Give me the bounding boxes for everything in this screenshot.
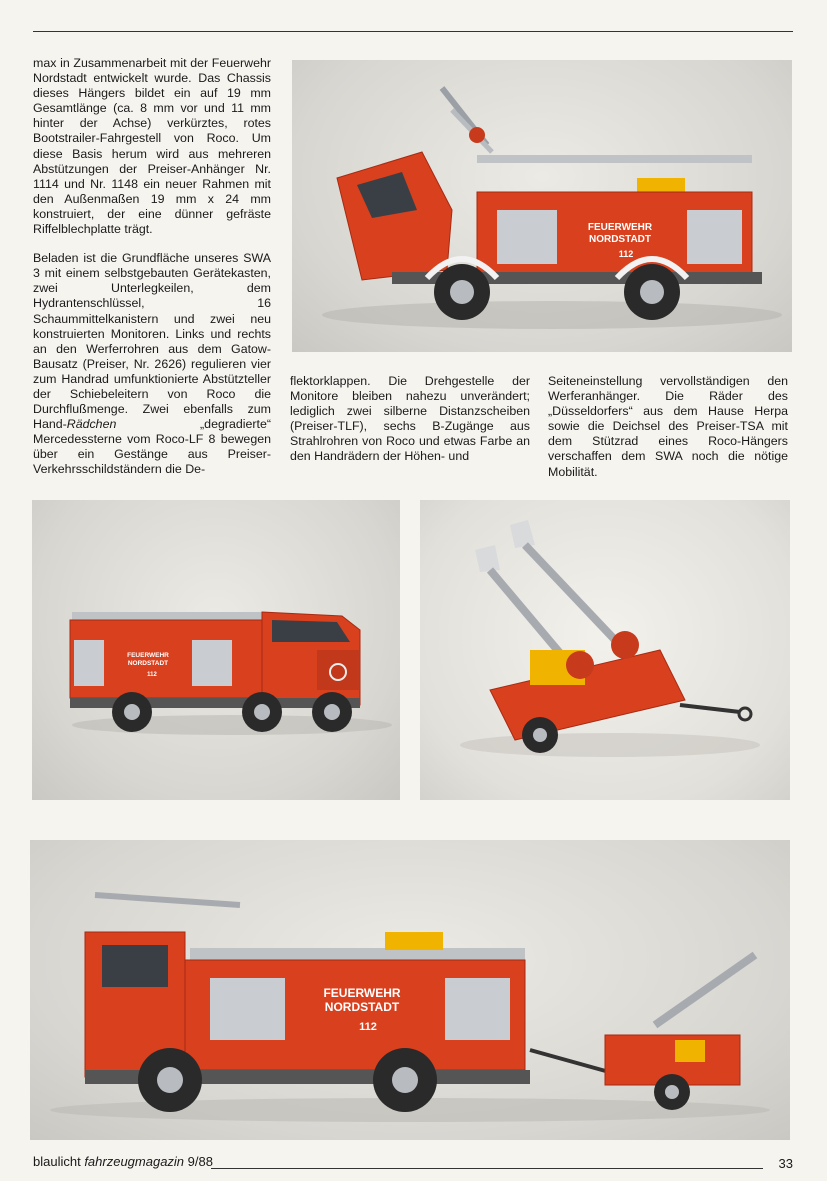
footer-rule (211, 1168, 763, 1169)
photo-monitor-trailer (420, 500, 790, 800)
article-paragraph: Seiteneinstellung vervollständigen den Werferanhänger. Die Räder des „Düsseldorfers“ aus dem Hause Herpa sowie die Deichsel des Preiser-TSA mit dem Stützrad eines Roco-Hängers verschaffen dem SWA noch die nötige Mobilität. (548, 374, 788, 479)
page-footer (33, 1154, 793, 1174)
article-paragraph: Beladen ist die Grundfläche unseres SWA 3 mit einem selbstgebauten Gerätekasten, zwei Unterlegkeilen, dem Hydrantenschlüssel, 16 Schaummittelkanistern und zwei neu konstruierten Monitoren. Links und rechts an den Werferrohren aus dem Gatow-Bausatz (Preiser, Nr. 2626) regulieren vier zum Handrad umfunktionierte Abstützteller der Schiebeleitern von Roco die Durchflußmenge. Zwei ebenfalls zum Hand-Rädchen „degradierte“ Mercedessterne vom Roco-LF 8 bewegen über ein Gestänge aus Preiser-Verkehrsschildständern die De- (33, 251, 271, 477)
photo-fire-truck-with-trailer (30, 840, 790, 1140)
top-rule (33, 31, 793, 32)
truck-sign-line2: NORDSTADT (127, 660, 169, 667)
article-column-3 (548, 374, 788, 480)
photo-fire-truck-rear-view (292, 60, 792, 352)
fire-truck-with-trailer-illustration (30, 840, 790, 1140)
fire-truck-illustration (32, 500, 400, 800)
monitor-trailer-illustration (420, 500, 790, 800)
photo-fire-truck-front-view (32, 500, 400, 800)
truck-sign-phone: 112 (618, 249, 634, 259)
truck-sign-phone: 112 (147, 672, 157, 678)
article-paragraph: flektorklappen. Die Drehgestelle der Monitore bleiben nahezu unverändert; lediglich zwei silberne Distanzscheiben (Preiser-TLF), sechs B-Zugänge aus Strahlrohren von Roco und etwas Farbe an den Handrädern der Höhen- und (290, 374, 530, 464)
article-column-2 (290, 374, 530, 465)
truck-sign-line2: NORDSTADT (588, 234, 652, 245)
magazine-title: blaulicht fahrzeugmagazin 9/88 (33, 1154, 213, 1169)
truck-sign-line2: NORDSTADT (324, 1000, 400, 1014)
article-paragraph: max in Zusammenarbeit mit der Feuerwehr Nordstadt entwickelt wurde. Das Chassis dieses Hängers bildet ein auf 19 mm Gesamtlänge (ca. 8 mm vor und 11 mm hinter der Achse) verkürztes, rotes Bootstrailer-Fahrgestell von Roco. Um diese Basis herum wird aus mehreren Abstützungen der Preiser-Anhänger Nr. 1114 und Nr. 1148 ein neuer Rahmen mit den Außenmaßen 19 mm x 24 mm konstruiert, der eine dünner gefräste Riffelblechplatte trägt. (33, 56, 271, 237)
fire-truck-illustration (292, 60, 792, 352)
truck-sign-line1: FEUERWEHR (323, 986, 401, 1000)
truck-sign-line1: FEUERWEHR (587, 222, 653, 233)
truck-sign-phone: 112 (359, 1021, 377, 1033)
truck-sign-line1: FEUERWEHR (127, 652, 169, 659)
page-number: 33 (778, 1156, 793, 1171)
article-column-1 (33, 56, 271, 478)
